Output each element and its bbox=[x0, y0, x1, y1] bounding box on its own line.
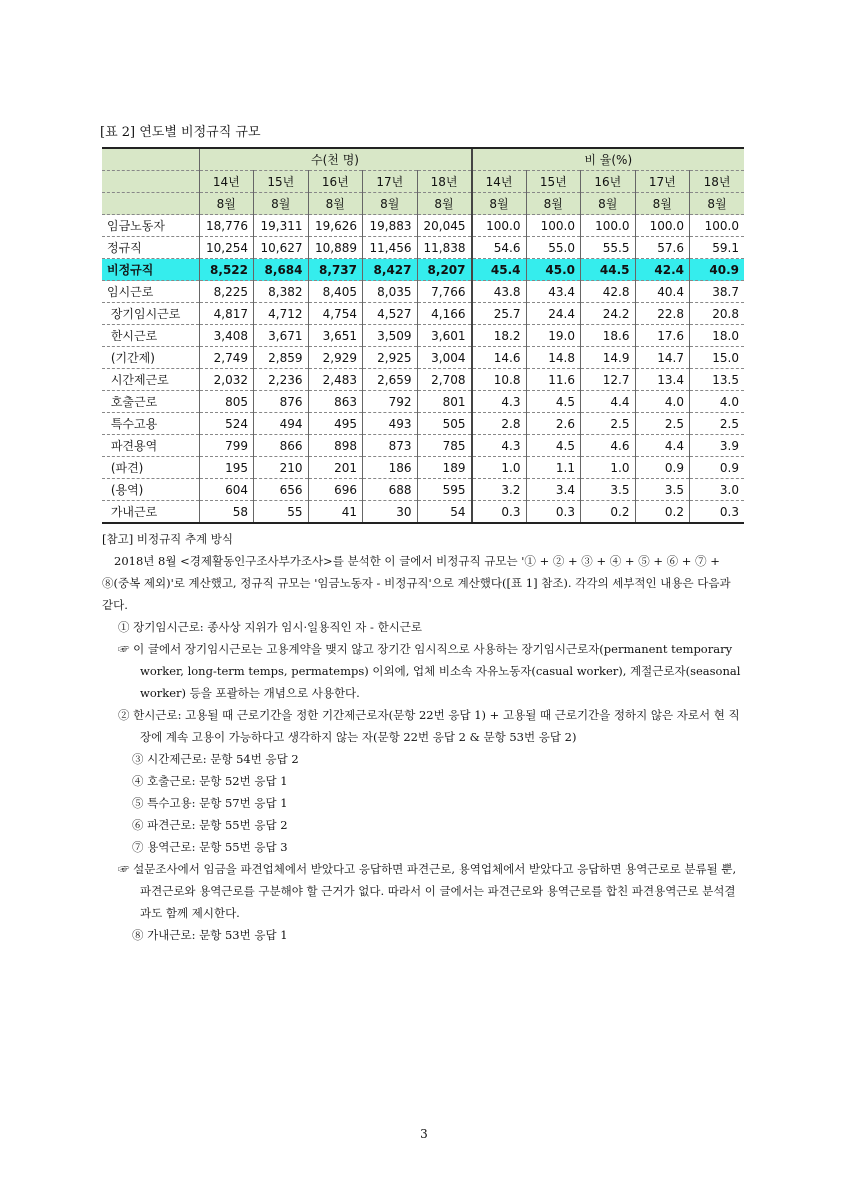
row-label: 호출근로 bbox=[102, 391, 199, 413]
table-cell: 11,456 bbox=[363, 237, 418, 259]
table-cell: 898 bbox=[308, 435, 363, 457]
table-cell: 595 bbox=[417, 479, 472, 501]
table-cell: 54.6 bbox=[472, 237, 527, 259]
notes-item: ② 한시근로: 고용될 때 근로기간을 정한 기간제근로자(문항 22번 응답 1) + 고용될 때 근로기간을 정하지 않은 자로서 현 직장에 계속 고용이 가능하다고 생각하지 않는 자(문항 22번 응답 2 & 문항 53번 응답 2) bbox=[118, 708, 740, 744]
table-row bbox=[102, 303, 744, 325]
table-cell: 3,671 bbox=[254, 325, 309, 347]
table-cell: 805 bbox=[199, 391, 254, 413]
table-row bbox=[102, 457, 744, 479]
table-cell: 14.8 bbox=[526, 347, 581, 369]
table-cell: 4,527 bbox=[363, 303, 418, 325]
table-cell: 8,035 bbox=[363, 281, 418, 303]
row-label: 특수고용 bbox=[102, 413, 199, 435]
table-cell: 20,045 bbox=[417, 215, 472, 237]
table-cell: 189 bbox=[417, 457, 472, 479]
table-cell: 19,883 bbox=[363, 215, 418, 237]
header-year-cell: 14년 bbox=[472, 171, 527, 193]
table-cell: 195 bbox=[199, 457, 254, 479]
table-row bbox=[102, 435, 744, 457]
table-cell: 19,626 bbox=[308, 215, 363, 237]
table-cell: 4.5 bbox=[526, 435, 581, 457]
table-cell: 4,817 bbox=[199, 303, 254, 325]
table-cell: 1.0 bbox=[581, 457, 636, 479]
notes-remark: ☞ 설문조사에서 임금을 파견업체에서 받았다고 응답하면 파견근로, 용역업체에서 받았다고 응답하면 용역근로로 분류될 뿐, 파견근로와 용역근로를 구분해야 할 근거가 없다. 따라서 이 글에서는 파견근로와 용역근로를 합친 파견용역근로 분석결과도 함께 제시한다. bbox=[118, 862, 737, 920]
table-cell: 876 bbox=[254, 391, 309, 413]
table-cell: 3.5 bbox=[635, 479, 690, 501]
table-cell: 30 bbox=[363, 501, 418, 524]
table-cell: 0.2 bbox=[635, 501, 690, 524]
table-cell: 42.4 bbox=[635, 259, 690, 281]
header-month-cell: 8월 bbox=[526, 193, 581, 215]
table-cell: 2,483 bbox=[308, 369, 363, 391]
table-cell: 19,311 bbox=[254, 215, 309, 237]
table-cell: 4.4 bbox=[635, 435, 690, 457]
notes-item: ③ 시간제근로: 문항 54번 응답 2 bbox=[132, 752, 299, 766]
header-year-cell: 17년 bbox=[635, 171, 690, 193]
table-cell: 38.7 bbox=[690, 281, 745, 303]
table-cell: 2,749 bbox=[199, 347, 254, 369]
table-cell: 3.0 bbox=[690, 479, 745, 501]
header-year-cell: 15년 bbox=[254, 171, 309, 193]
table-cell: 2.5 bbox=[690, 413, 745, 435]
notes-item: ① 장기임시근로: 종사상 지위가 임시·일용직인 자 - 한시근로 bbox=[118, 620, 423, 634]
table-cell: 8,207 bbox=[417, 259, 472, 281]
table-cell: 505 bbox=[417, 413, 472, 435]
table-cell: 863 bbox=[308, 391, 363, 413]
table-row bbox=[102, 259, 744, 281]
table-cell: 696 bbox=[308, 479, 363, 501]
notes-item: ⑤ 특수고용: 문항 57번 응답 1 bbox=[132, 796, 288, 810]
table-cell: 55.5 bbox=[581, 237, 636, 259]
row-label: 임시근로 bbox=[102, 281, 199, 303]
table-cell: 604 bbox=[199, 479, 254, 501]
table-cell: 3.9 bbox=[690, 435, 745, 457]
table-cell: 3,004 bbox=[417, 347, 472, 369]
table-cell: 0.2 bbox=[581, 501, 636, 524]
header-year-cell: 16년 bbox=[581, 171, 636, 193]
header-year-cell: 15년 bbox=[526, 171, 581, 193]
table-cell: 524 bbox=[199, 413, 254, 435]
table-cell: 100.0 bbox=[635, 215, 690, 237]
table-cell: 2.6 bbox=[526, 413, 581, 435]
table-cell: 22.8 bbox=[635, 303, 690, 325]
table-cell: 24.4 bbox=[526, 303, 581, 325]
header-empty-cell bbox=[102, 171, 199, 193]
table-cell: 14.6 bbox=[472, 347, 527, 369]
table-row bbox=[102, 501, 744, 524]
table-cell: 55.0 bbox=[526, 237, 581, 259]
table-cell: 0.3 bbox=[690, 501, 745, 524]
table-row bbox=[102, 215, 744, 237]
header-month-cell: 8월 bbox=[254, 193, 309, 215]
table-cell: 799 bbox=[199, 435, 254, 457]
table-cell: 3,601 bbox=[417, 325, 472, 347]
table-cell: 40.9 bbox=[690, 259, 745, 281]
table-cell: 3,408 bbox=[199, 325, 254, 347]
table-cell: 100.0 bbox=[581, 215, 636, 237]
table-cell: 57.6 bbox=[635, 237, 690, 259]
notes-section bbox=[102, 528, 742, 946]
table-cell: 2,929 bbox=[308, 347, 363, 369]
header-month-cell: 8월 bbox=[363, 193, 418, 215]
table-row bbox=[102, 237, 744, 259]
table-cell: 8,382 bbox=[254, 281, 309, 303]
table-cell: 10,254 bbox=[199, 237, 254, 259]
table-cell: 186 bbox=[363, 457, 418, 479]
table-cell: 3,651 bbox=[308, 325, 363, 347]
table-cell: 4,166 bbox=[417, 303, 472, 325]
table-cell: 43.4 bbox=[526, 281, 581, 303]
header-ratio-group: 비 율(%) bbox=[472, 148, 745, 171]
table-cell: 0.9 bbox=[690, 457, 745, 479]
table-cell: 4.3 bbox=[472, 391, 527, 413]
table-cell: 2,659 bbox=[363, 369, 418, 391]
table-cell: 59.1 bbox=[690, 237, 745, 259]
table-cell: 8,684 bbox=[254, 259, 309, 281]
table-row bbox=[102, 479, 744, 501]
table-cell: 493 bbox=[363, 413, 418, 435]
table-cell: 14.9 bbox=[581, 347, 636, 369]
table-cell: 1.1 bbox=[526, 457, 581, 479]
notes-item: ④ 호출근로: 문항 52번 응답 1 bbox=[132, 774, 288, 788]
table-cell: 45.4 bbox=[472, 259, 527, 281]
header-count-group: 수(천 명) bbox=[199, 148, 472, 171]
table-cell: 4,712 bbox=[254, 303, 309, 325]
table-cell: 100.0 bbox=[526, 215, 581, 237]
table-cell: 656 bbox=[254, 479, 309, 501]
table-cell: 494 bbox=[254, 413, 309, 435]
table-cell: 11.6 bbox=[526, 369, 581, 391]
table-cell: 873 bbox=[363, 435, 418, 457]
notes-item: ⑧ 가내근로: 문항 53번 응답 1 bbox=[132, 928, 288, 942]
table-cell: 15.0 bbox=[690, 347, 745, 369]
table-cell: 24.2 bbox=[581, 303, 636, 325]
table-cell: 8,405 bbox=[308, 281, 363, 303]
notes-remark: ☞ 이 글에서 장기임시근로는 고용계약을 맺지 않고 장기간 임시직으로 사용하는 장기임시근로자(permanent temporary worker, long-term temps, permatemps) 이외에, 업체 비소속 자유노동자(casual worker), 계절근로자(seasonal worker) 등을 포괄하는 개념으로 사용한다. bbox=[118, 642, 741, 700]
table-row bbox=[102, 369, 744, 391]
table-row bbox=[102, 325, 744, 347]
notes-heading: [참고] 비정규직 추계 방식 bbox=[102, 532, 234, 546]
table-cell: 3.4 bbox=[526, 479, 581, 501]
table-cell: 0.9 bbox=[635, 457, 690, 479]
header-month-cell: 8월 bbox=[308, 193, 363, 215]
table-cell: 13.5 bbox=[690, 369, 745, 391]
table-cell: 2.8 bbox=[472, 413, 527, 435]
table-cell: 785 bbox=[417, 435, 472, 457]
row-label: 시간제근로 bbox=[102, 369, 199, 391]
table-cell: 40.4 bbox=[635, 281, 690, 303]
table-cell: 2,236 bbox=[254, 369, 309, 391]
table-cell: 0.3 bbox=[472, 501, 527, 524]
table-cell: 10,627 bbox=[254, 237, 309, 259]
table-cell: 201 bbox=[308, 457, 363, 479]
header-year-cell: 17년 bbox=[363, 171, 418, 193]
header-month-cell: 8월 bbox=[635, 193, 690, 215]
row-label: 장기임시근로 bbox=[102, 303, 199, 325]
table-cell: 3.2 bbox=[472, 479, 527, 501]
table-cell: 100.0 bbox=[690, 215, 745, 237]
table-cell: 45.0 bbox=[526, 259, 581, 281]
header-month-cell: 8월 bbox=[690, 193, 745, 215]
table-cell: 8,427 bbox=[363, 259, 418, 281]
table-cell: 2,708 bbox=[417, 369, 472, 391]
table-cell: 13.4 bbox=[635, 369, 690, 391]
table-cell: 12.7 bbox=[581, 369, 636, 391]
table-cell: 4.5 bbox=[526, 391, 581, 413]
table-cell: 210 bbox=[254, 457, 309, 479]
table-cell: 1.0 bbox=[472, 457, 527, 479]
notes-paragraph: 2018년 8월 <경제활동인구조사부가조사>를 분석한 이 글에서 비정규직 규모는 '① + ② + ③ + ④ + ⑤ + ⑥ + ⑦ + ⑧(중복 제외)'로 계산했고, 정규직 규모는 '임금노동자 - 비정규직'으로 계산했다([표 1] 참조). 각각의 세부적인 내용은 다음과 같다. bbox=[102, 554, 731, 612]
table-row bbox=[102, 347, 744, 369]
table-cell: 11,838 bbox=[417, 237, 472, 259]
table-cell: 20.8 bbox=[690, 303, 745, 325]
header-empty-cell bbox=[102, 148, 199, 171]
row-label: (기간제) bbox=[102, 347, 199, 369]
table-cell: 792 bbox=[363, 391, 418, 413]
table-cell: 4.0 bbox=[690, 391, 745, 413]
header-year-cell: 18년 bbox=[690, 171, 745, 193]
row-label: 정규직 bbox=[102, 237, 199, 259]
notes-item: ⑥ 파견근로: 문항 55번 응답 2 bbox=[132, 818, 288, 832]
table-cell: 4.3 bbox=[472, 435, 527, 457]
table-cell: 866 bbox=[254, 435, 309, 457]
table-cell: 18.2 bbox=[472, 325, 527, 347]
table-cell: 7,766 bbox=[417, 281, 472, 303]
table-cell: 4.4 bbox=[581, 391, 636, 413]
table-cell: 58 bbox=[199, 501, 254, 524]
table-cell: 19.0 bbox=[526, 325, 581, 347]
header-month-cell: 8월 bbox=[581, 193, 636, 215]
table-cell: 55 bbox=[254, 501, 309, 524]
page-number: 3 bbox=[420, 1127, 428, 1141]
table-cell: 2.5 bbox=[635, 413, 690, 435]
table-cell: 2.5 bbox=[581, 413, 636, 435]
table-cell: 2,859 bbox=[254, 347, 309, 369]
row-label: 비정규직 bbox=[102, 259, 199, 281]
table-cell: 10,889 bbox=[308, 237, 363, 259]
table-cell: 8,225 bbox=[199, 281, 254, 303]
table-cell: 14.7 bbox=[635, 347, 690, 369]
table-cell: 43.8 bbox=[472, 281, 527, 303]
table-cell: 3,509 bbox=[363, 325, 418, 347]
table-cell: 495 bbox=[308, 413, 363, 435]
table-cell: 3.5 bbox=[581, 479, 636, 501]
table-cell: 42.8 bbox=[581, 281, 636, 303]
table-cell: 54 bbox=[417, 501, 472, 524]
header-empty-cell bbox=[102, 193, 199, 215]
table-cell: 18.0 bbox=[690, 325, 745, 347]
table-cell: 8,737 bbox=[308, 259, 363, 281]
table-cell: 801 bbox=[417, 391, 472, 413]
header-month-cell: 8월 bbox=[472, 193, 527, 215]
header-month-cell: 8월 bbox=[199, 193, 254, 215]
table-cell: 2,925 bbox=[363, 347, 418, 369]
header-year-cell: 18년 bbox=[417, 171, 472, 193]
table-cell: 44.5 bbox=[581, 259, 636, 281]
row-label: 가내근로 bbox=[102, 501, 199, 524]
table-cell: 2,032 bbox=[199, 369, 254, 391]
table-cell: 4.0 bbox=[635, 391, 690, 413]
row-label: 파견용역 bbox=[102, 435, 199, 457]
table-cell: 688 bbox=[363, 479, 418, 501]
header-year-cell: 14년 bbox=[199, 171, 254, 193]
table-cell: 25.7 bbox=[472, 303, 527, 325]
table-row bbox=[102, 391, 744, 413]
row-label: 한시근로 bbox=[102, 325, 199, 347]
table-cell: 4,754 bbox=[308, 303, 363, 325]
row-label: (용역) bbox=[102, 479, 199, 501]
row-label: 임금노동자 bbox=[102, 215, 199, 237]
table-cell: 100.0 bbox=[472, 215, 527, 237]
table-cell: 18,776 bbox=[199, 215, 254, 237]
row-label: (파견) bbox=[102, 457, 199, 479]
notes-item: ⑦ 용역근로: 문항 55번 응답 3 bbox=[132, 840, 288, 854]
header-month-cell: 8월 bbox=[417, 193, 472, 215]
table-cell: 0.3 bbox=[526, 501, 581, 524]
table-row bbox=[102, 413, 744, 435]
table-cell: 41 bbox=[308, 501, 363, 524]
nonregular-workers-table bbox=[102, 147, 744, 524]
table-cell: 8,522 bbox=[199, 259, 254, 281]
table-row bbox=[102, 281, 744, 303]
table-cell: 17.6 bbox=[635, 325, 690, 347]
table-caption: [표 2] 연도별 비정규직 규모 bbox=[100, 125, 261, 140]
table-cell: 10.8 bbox=[472, 369, 527, 391]
header-year-cell: 16년 bbox=[308, 171, 363, 193]
table-cell: 18.6 bbox=[581, 325, 636, 347]
table-cell: 4.6 bbox=[581, 435, 636, 457]
